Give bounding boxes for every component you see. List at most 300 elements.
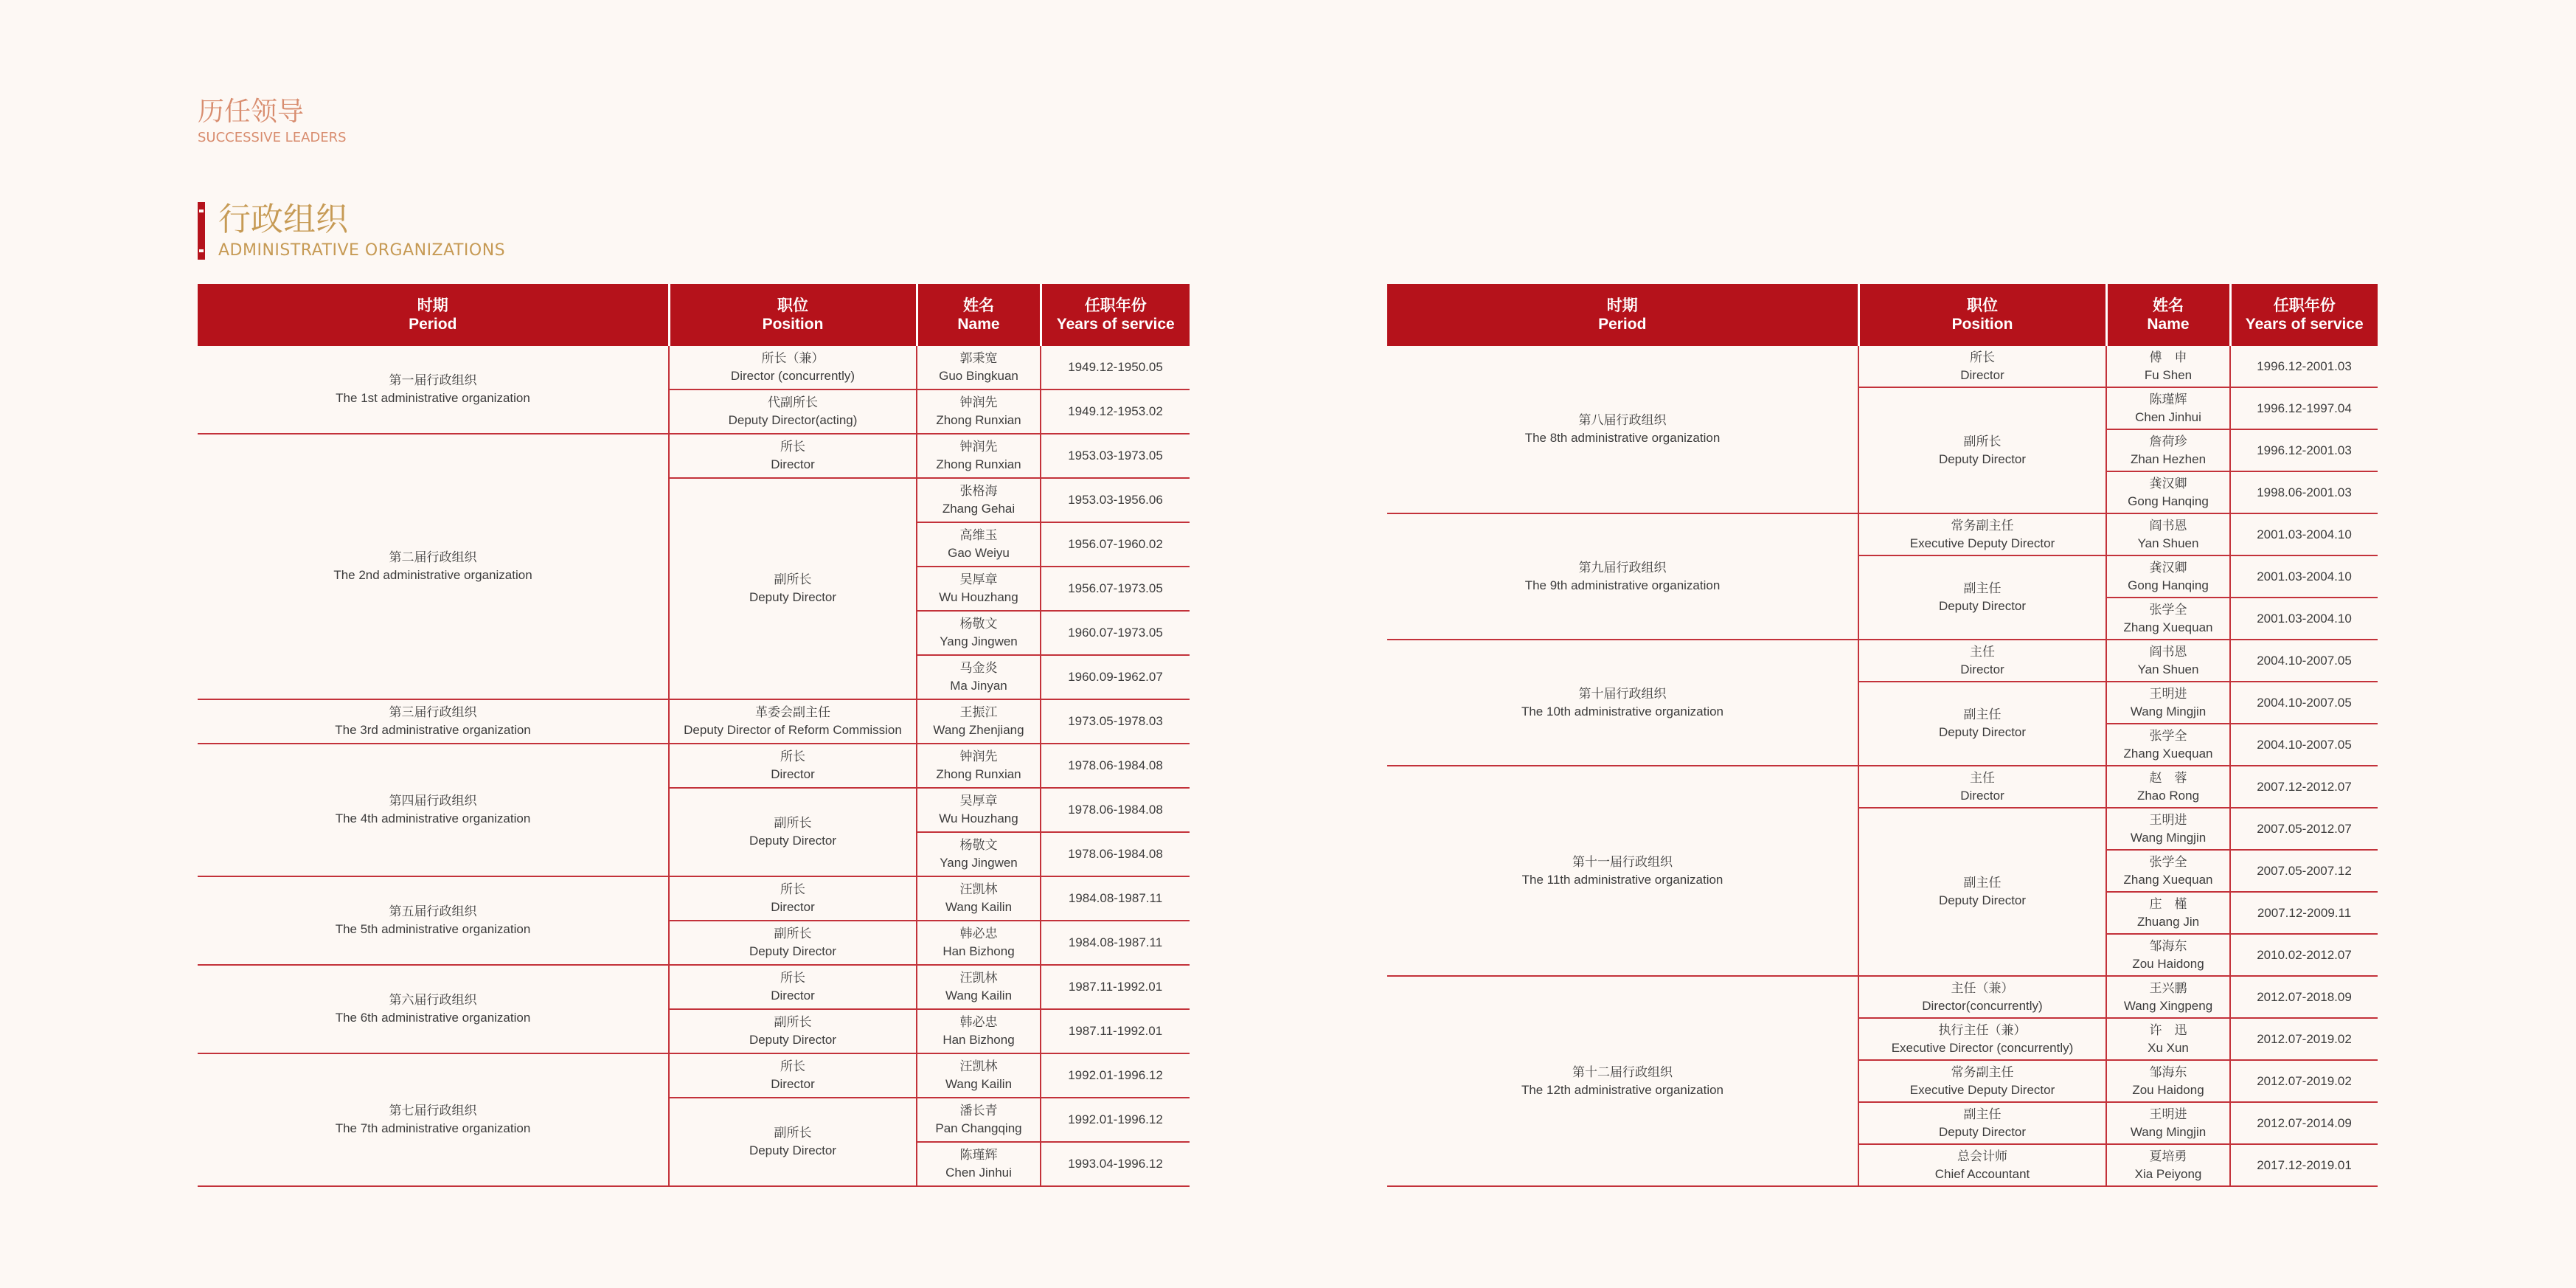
period-en: The 6th administrative organization <box>335 1011 531 1025</box>
header-position-cn: 职位 <box>1967 297 1998 314</box>
leaders-table-right <box>1387 284 2378 1187</box>
position-en: Director <box>771 457 815 471</box>
years-value: 1953.03-1956.06 <box>1068 493 1163 507</box>
position-cn: 主任 <box>1970 644 1995 659</box>
position-cn: 所长 <box>780 440 805 454</box>
name-en: Chen Jinhui <box>945 1166 1012 1180</box>
years-value: 1949.12-1953.02 <box>1068 404 1163 418</box>
position-cn: 所长 <box>780 1059 805 1073</box>
years-cell <box>2230 1102 2378 1144</box>
name-cell <box>917 434 1041 478</box>
name-cn: 郭秉宽 <box>959 351 998 365</box>
position-en: Director (concurrently) <box>730 369 855 383</box>
period-en: The 11th administrative organization <box>1521 872 1723 887</box>
position-cn: 常务副主任 <box>1951 518 2014 533</box>
position-en: Director(concurrently) <box>1922 998 2043 1013</box>
table-row <box>198 434 1190 478</box>
position-cell <box>669 434 917 478</box>
page-title <box>198 94 347 146</box>
position-cell <box>1858 808 2106 976</box>
name-cell <box>2106 1144 2230 1186</box>
section-heading <box>198 199 505 261</box>
name-cell <box>2106 471 2230 513</box>
period-cn: 第十届行政组织 <box>1578 686 1667 701</box>
name-cell <box>2106 724 2230 766</box>
years-value: 1987.11-1992.01 <box>1068 1024 1163 1038</box>
years-value: 1978.06-1984.08 <box>1068 803 1163 817</box>
period-cell <box>198 876 669 965</box>
name-cn: 王振江 <box>959 705 998 719</box>
name-cell <box>917 655 1041 699</box>
period-en: The 12th administrative organization <box>1521 1082 1724 1097</box>
position-cn: 副所长 <box>774 1126 812 1140</box>
position-cn: 所长 <box>780 749 805 764</box>
position-cn: 革委会副主任 <box>755 705 830 719</box>
table-body-left <box>198 346 1190 1186</box>
position-cn: 代副所长 <box>768 395 818 409</box>
years-value: 2007.12-2009.11 <box>2257 905 2352 920</box>
position-cn: 副主任 <box>1963 1107 2002 1121</box>
name-cn: 陈瑾辉 <box>2149 392 2187 406</box>
years-cell <box>2230 429 2378 471</box>
position-cn: 常务副主任 <box>1951 1064 2014 1079</box>
name-cell <box>2106 808 2230 850</box>
header-period-cn: 时期 <box>417 297 448 314</box>
period-cell <box>198 965 669 1053</box>
header-period <box>1387 284 1858 346</box>
name-en: Zou Haidong <box>2132 1082 2204 1097</box>
name-cn: 钟润先 <box>959 749 998 764</box>
position-en: Deputy Director <box>1938 1124 2027 1139</box>
years-cell <box>1041 1009 1190 1053</box>
years-cell <box>1041 434 1190 478</box>
period-en: The 5th administrative organization <box>335 922 531 936</box>
years-value: 2012.07-2019.02 <box>2257 1073 2352 1088</box>
name-en: Han Bizhong <box>942 944 1015 958</box>
years-value: 1973.05-1978.03 <box>1068 714 1163 728</box>
name-cn: 邹海东 <box>2149 1064 2187 1079</box>
years-cell <box>1041 832 1190 876</box>
period-cell <box>1387 513 1858 640</box>
position-en: Executive Deputy Director <box>1909 536 2055 550</box>
name-cn: 钟润先 <box>959 440 998 454</box>
name-cell <box>917 699 1041 744</box>
position-cell <box>669 965 917 1009</box>
name-en: Wang Kailin <box>945 1077 1013 1091</box>
name-cell <box>917 1098 1041 1142</box>
name-en: Zhang Xuequan <box>2123 620 2213 634</box>
name-cn: 龚汉卿 <box>2149 476 2187 491</box>
table-row <box>198 876 1190 921</box>
years-value: 2004.10-2007.05 <box>2257 737 2352 752</box>
years-value: 1987.11-1992.01 <box>1068 980 1163 994</box>
header-name-cn: 姓名 <box>963 297 994 314</box>
period-cell <box>198 346 669 434</box>
name-cell <box>2106 513 2230 555</box>
years-cell <box>1041 1053 1190 1098</box>
position-cn: 副所长 <box>1963 434 2002 449</box>
table-row <box>198 699 1190 744</box>
years-value: 2001.03-2004.10 <box>2257 527 2352 541</box>
section-title-cn: 行政组织 <box>218 201 348 238</box>
position-cell <box>1858 513 2106 555</box>
period-cell <box>1387 346 1858 513</box>
name-cn: 高维玉 <box>959 528 998 542</box>
position-cell <box>669 921 917 965</box>
years-cell <box>1041 965 1190 1009</box>
position-cn: 副主任 <box>1963 876 2002 890</box>
name-en: Chen Jinhui <box>2135 409 2201 424</box>
name-cn: 邹海东 <box>2149 938 2187 953</box>
position-cn: 所长 <box>780 882 805 896</box>
name-cn: 韩必忠 <box>959 927 998 941</box>
years-value: 2012.07-2018.09 <box>2257 989 2352 1004</box>
position-en: Director <box>1960 367 2004 382</box>
years-value: 2007.12-2012.07 <box>2257 779 2352 794</box>
name-cn: 陈瑾辉 <box>959 1148 998 1162</box>
name-en: Gao Weiyu <box>948 546 1010 560</box>
leaders-table-left <box>198 284 1190 1187</box>
header-position <box>1858 284 2106 346</box>
section-marker-icon <box>198 202 205 260</box>
header-period-cn: 时期 <box>1606 297 1638 314</box>
table-row <box>198 744 1190 788</box>
name-cell <box>2106 598 2230 640</box>
name-cn: 张格海 <box>959 484 998 498</box>
years-cell <box>2230 1060 2378 1102</box>
position-cell <box>1858 1060 2106 1102</box>
name-cell <box>917 567 1041 611</box>
name-cn: 庄 槿 <box>2149 896 2187 911</box>
years-cell <box>2230 640 2378 682</box>
name-cell <box>917 876 1041 921</box>
name-en: Zhuang Jin <box>2136 914 2200 929</box>
name-en: Pan Changqing <box>935 1121 1022 1135</box>
position-cell <box>669 478 917 699</box>
name-cn: 韩必忠 <box>959 1015 998 1029</box>
period-cn: 第七届行政组织 <box>389 1104 477 1118</box>
name-en: Guo Bingkuan <box>939 369 1018 383</box>
years-value: 2004.10-2007.05 <box>2257 695 2352 710</box>
name-cell <box>2106 976 2230 1018</box>
position-cn: 副所长 <box>774 1015 812 1029</box>
years-value: 1992.01-1996.12 <box>1068 1068 1163 1082</box>
name-cn: 钟润先 <box>959 395 998 409</box>
name-cell <box>917 921 1041 965</box>
name-cell <box>2106 682 2230 724</box>
years-cell <box>2230 598 2378 640</box>
name-cn: 吴厚章 <box>959 794 998 808</box>
name-cell <box>917 965 1041 1009</box>
position-en: Chief Accountant <box>1934 1166 2030 1181</box>
name-en: Wu Houzhang <box>939 811 1018 825</box>
position-cn: 副所长 <box>774 572 812 586</box>
years-cell <box>2230 976 2378 1018</box>
name-cn: 杨敬文 <box>959 617 998 631</box>
period-cn: 第四届行政组织 <box>389 794 477 808</box>
name-en: Yan Shuen <box>2137 662 2199 676</box>
table-row <box>1387 346 2378 387</box>
name-en: Zhang Xuequan <box>2123 872 2213 887</box>
position-en: Deputy Director <box>749 1033 837 1047</box>
position-cell <box>1858 640 2106 682</box>
name-cell <box>917 1009 1041 1053</box>
header-name-en: Name <box>2147 316 2190 333</box>
years-cell <box>1041 611 1190 655</box>
period-en: The 10th administrative organization <box>1521 704 1724 719</box>
name-cell <box>2106 640 2230 682</box>
years-cell <box>2230 471 2378 513</box>
name-cn: 赵 蓉 <box>2149 770 2187 785</box>
name-en: Zhan Hezhen <box>2130 451 2207 466</box>
name-cell <box>917 478 1041 522</box>
position-cell <box>669 1098 917 1186</box>
name-cn: 张学全 <box>2149 602 2187 617</box>
name-cell <box>917 744 1041 788</box>
name-en: Ma Jinyan <box>950 679 1007 693</box>
table-header-row <box>198 284 1190 346</box>
position-en: Deputy Director <box>749 590 837 604</box>
years-value: 2001.03-2004.10 <box>2257 611 2352 626</box>
position-en: Director <box>1960 662 2004 676</box>
years-value: 1992.01-1996.12 <box>1068 1112 1163 1126</box>
name-en: Han Bizhong <box>942 1033 1015 1047</box>
name-cell <box>2106 934 2230 976</box>
years-value: 1996.12-1997.04 <box>2257 401 2352 415</box>
period-cn: 第五届行政组织 <box>389 904 477 918</box>
years-value: 2007.05-2007.12 <box>2257 863 2352 878</box>
name-cn: 詹荷珍 <box>2149 434 2187 449</box>
name-cell <box>917 788 1041 832</box>
name-en: Zhang Gehai <box>942 502 1016 516</box>
section-title-en: ADMINISTRATIVE ORGANIZATIONS <box>218 241 506 260</box>
years-cell <box>1041 567 1190 611</box>
position-cell <box>1858 555 2106 640</box>
period-cn: 第八届行政组织 <box>1578 413 1667 427</box>
years-value: 1996.12-2001.03 <box>2257 359 2352 373</box>
years-value: 1953.03-1973.05 <box>1068 449 1163 463</box>
period-cell <box>1387 640 1858 766</box>
name-cell <box>2106 429 2230 471</box>
position-cn: 所长 <box>780 971 805 985</box>
period-cn: 第三届行政组织 <box>389 705 477 719</box>
position-en: Deputy Director(acting) <box>728 413 858 427</box>
name-cell <box>2106 1102 2230 1144</box>
years-value: 2010.02-2012.07 <box>2257 947 2352 962</box>
name-cell <box>917 389 1041 434</box>
years-value: 1978.06-1984.08 <box>1068 847 1163 861</box>
name-cell <box>917 346 1041 389</box>
position-en: Deputy Director <box>1938 451 2027 466</box>
years-cell <box>2230 934 2378 976</box>
years-cell <box>2230 724 2378 766</box>
years-cell <box>1041 699 1190 744</box>
years-value: 1984.08-1987.11 <box>1068 935 1163 949</box>
name-cell <box>2106 346 2230 387</box>
name-cn: 夏培勇 <box>2149 1149 2187 1163</box>
period-cell <box>198 434 669 699</box>
years-value: 2017.12-2019.01 <box>2257 1157 2352 1172</box>
name-cell <box>2106 555 2230 598</box>
position-cell <box>1858 387 2106 513</box>
name-en: Zou Haidong <box>2132 956 2204 971</box>
position-en: Deputy Director <box>1938 893 2027 907</box>
name-en: Yan Shuen <box>2137 536 2199 550</box>
years-cell <box>1041 1098 1190 1142</box>
header-years <box>1041 284 1190 346</box>
table-row <box>1387 513 2378 555</box>
name-en: Wang Kailin <box>945 988 1013 1003</box>
name-en: Wu Houzhang <box>939 590 1018 604</box>
position-cell <box>669 346 917 389</box>
position-cn: 主任 <box>1970 770 1995 785</box>
table-row <box>1387 766 2378 808</box>
name-en: Wang Mingjin <box>2130 704 2207 719</box>
name-cell <box>917 611 1041 655</box>
period-cn: 第十二届行政组织 <box>1572 1064 1673 1079</box>
years-value: 1949.12-1950.05 <box>1068 360 1163 374</box>
position-cell <box>1858 1018 2106 1060</box>
period-en: The 1st administrative organization <box>336 391 530 405</box>
years-value: 1960.09-1962.07 <box>1068 670 1163 684</box>
period-en: The 9th administrative organization <box>1524 578 1721 592</box>
years-cell <box>1041 389 1190 434</box>
years-value: 2001.03-2004.10 <box>2257 569 2352 584</box>
period-cn: 第九届行政组织 <box>1578 560 1667 575</box>
years-cell <box>1041 655 1190 699</box>
position-en: Director <box>771 1077 815 1091</box>
position-en: Deputy Director <box>749 834 837 848</box>
name-cn: 许 迅 <box>2149 1022 2187 1037</box>
position-cell <box>1858 346 2106 387</box>
header-name <box>917 284 1041 346</box>
header-period-en: Period <box>1598 316 1647 333</box>
name-cn: 王兴鹏 <box>2149 980 2187 995</box>
position-cell <box>1858 1144 2106 1186</box>
years-cell <box>2230 892 2378 934</box>
name-en: Yang Jingwen <box>940 634 1018 648</box>
header-period-en: Period <box>409 316 457 333</box>
position-cell <box>669 744 917 788</box>
name-cell <box>2106 1060 2230 1102</box>
header-position-en: Position <box>762 316 824 333</box>
years-cell <box>1041 346 1190 389</box>
years-value: 1978.06-1984.08 <box>1068 758 1163 772</box>
position-cn: 副所长 <box>774 816 812 830</box>
name-cell <box>2106 892 2230 934</box>
header-name-en: Name <box>957 316 1000 333</box>
table-header-row <box>1387 284 2378 346</box>
header-years <box>2230 284 2378 346</box>
position-en: Deputy Director <box>1938 599 2027 613</box>
header-period <box>198 284 669 346</box>
years-value: 2012.07-2019.02 <box>2257 1031 2352 1046</box>
years-cell <box>1041 744 1190 788</box>
period-en: The 2nd administrative organization <box>333 568 532 582</box>
period-en: The 7th administrative organization <box>335 1121 531 1135</box>
name-en: Zhong Runxian <box>936 767 1021 781</box>
name-cell <box>2106 766 2230 808</box>
position-cn: 副主任 <box>1963 581 2002 595</box>
page-title-en: SUCCESSIVE LEADERS <box>198 130 347 145</box>
name-cell <box>2106 387 2230 429</box>
name-en: Fu Shen <box>2144 367 2193 382</box>
years-cell <box>1041 1142 1190 1186</box>
years-cell <box>1041 876 1190 921</box>
years-cell <box>2230 682 2378 724</box>
period-cell <box>1387 976 1858 1186</box>
header-years-cn: 任职年份 <box>2273 297 2336 314</box>
name-en: Zhang Xuequan <box>2123 746 2213 761</box>
years-value: 1956.07-1960.02 <box>1068 537 1163 551</box>
name-cn: 汪凯林 <box>959 1059 998 1073</box>
header-position-cn: 职位 <box>777 297 808 314</box>
name-cn: 傅 申 <box>2149 350 2187 364</box>
name-en: Xu Xun <box>2148 1040 2189 1055</box>
period-en: The 4th administrative organization <box>335 811 531 825</box>
name-cn: 张学全 <box>2149 728 2187 743</box>
years-cell <box>2230 555 2378 598</box>
position-cn: 所长 <box>1970 350 1995 364</box>
name-en: Gong Hanqing <box>2128 578 2209 592</box>
header-years-en: Years of service <box>1056 316 1175 333</box>
years-value: 1998.06-2001.03 <box>2257 485 2352 499</box>
years-value: 2012.07-2014.09 <box>2257 1115 2352 1130</box>
position-cell <box>1858 766 2106 808</box>
years-cell <box>1041 921 1190 965</box>
position-cn: 所长（兼） <box>761 351 824 365</box>
period-en: The 8th administrative organization <box>1524 431 1721 445</box>
position-en: Executive Director (concurrently) <box>1891 1040 2074 1055</box>
period-cell <box>198 744 669 876</box>
header-name-cn: 姓名 <box>2153 297 2184 314</box>
years-cell <box>2230 1144 2378 1186</box>
table-row <box>1387 640 2378 682</box>
header-position <box>669 284 917 346</box>
name-en: Zhong Runxian <box>936 457 1021 471</box>
position-en: Director <box>771 900 815 914</box>
position-cell <box>1858 976 2106 1018</box>
name-en: Wang Xingpeng <box>2123 998 2213 1013</box>
years-cell <box>2230 387 2378 429</box>
name-cell <box>917 1142 1041 1186</box>
name-cn: 龚汉卿 <box>2149 560 2187 575</box>
name-en: Wang Mingjin <box>2130 1124 2207 1139</box>
position-en: Director <box>771 767 815 781</box>
name-cell <box>917 832 1041 876</box>
position-cell <box>669 788 917 876</box>
table-row <box>198 965 1190 1009</box>
position-en: Deputy Director <box>1938 725 2027 739</box>
period-cell <box>1387 766 1858 976</box>
years-value: 1956.07-1973.05 <box>1068 581 1163 595</box>
position-en: Executive Deputy Director <box>1909 1082 2055 1097</box>
years-cell <box>2230 808 2378 850</box>
position-cn: 总会计师 <box>1957 1149 2007 1163</box>
years-value: 1996.12-2001.03 <box>2257 443 2352 457</box>
period-cell <box>198 1053 669 1186</box>
name-cn: 阎书恩 <box>2149 644 2187 659</box>
name-cell <box>917 522 1041 567</box>
name-en: Yang Jingwen <box>940 856 1018 870</box>
years-cell <box>1041 788 1190 832</box>
header-position-en: Position <box>1951 316 2013 333</box>
years-cell <box>2230 766 2378 808</box>
position-cell <box>669 876 917 921</box>
table-row <box>1387 976 2378 1018</box>
position-cn: 主任（兼） <box>1951 980 2014 995</box>
years-value: 2007.05-2012.07 <box>2257 821 2352 836</box>
